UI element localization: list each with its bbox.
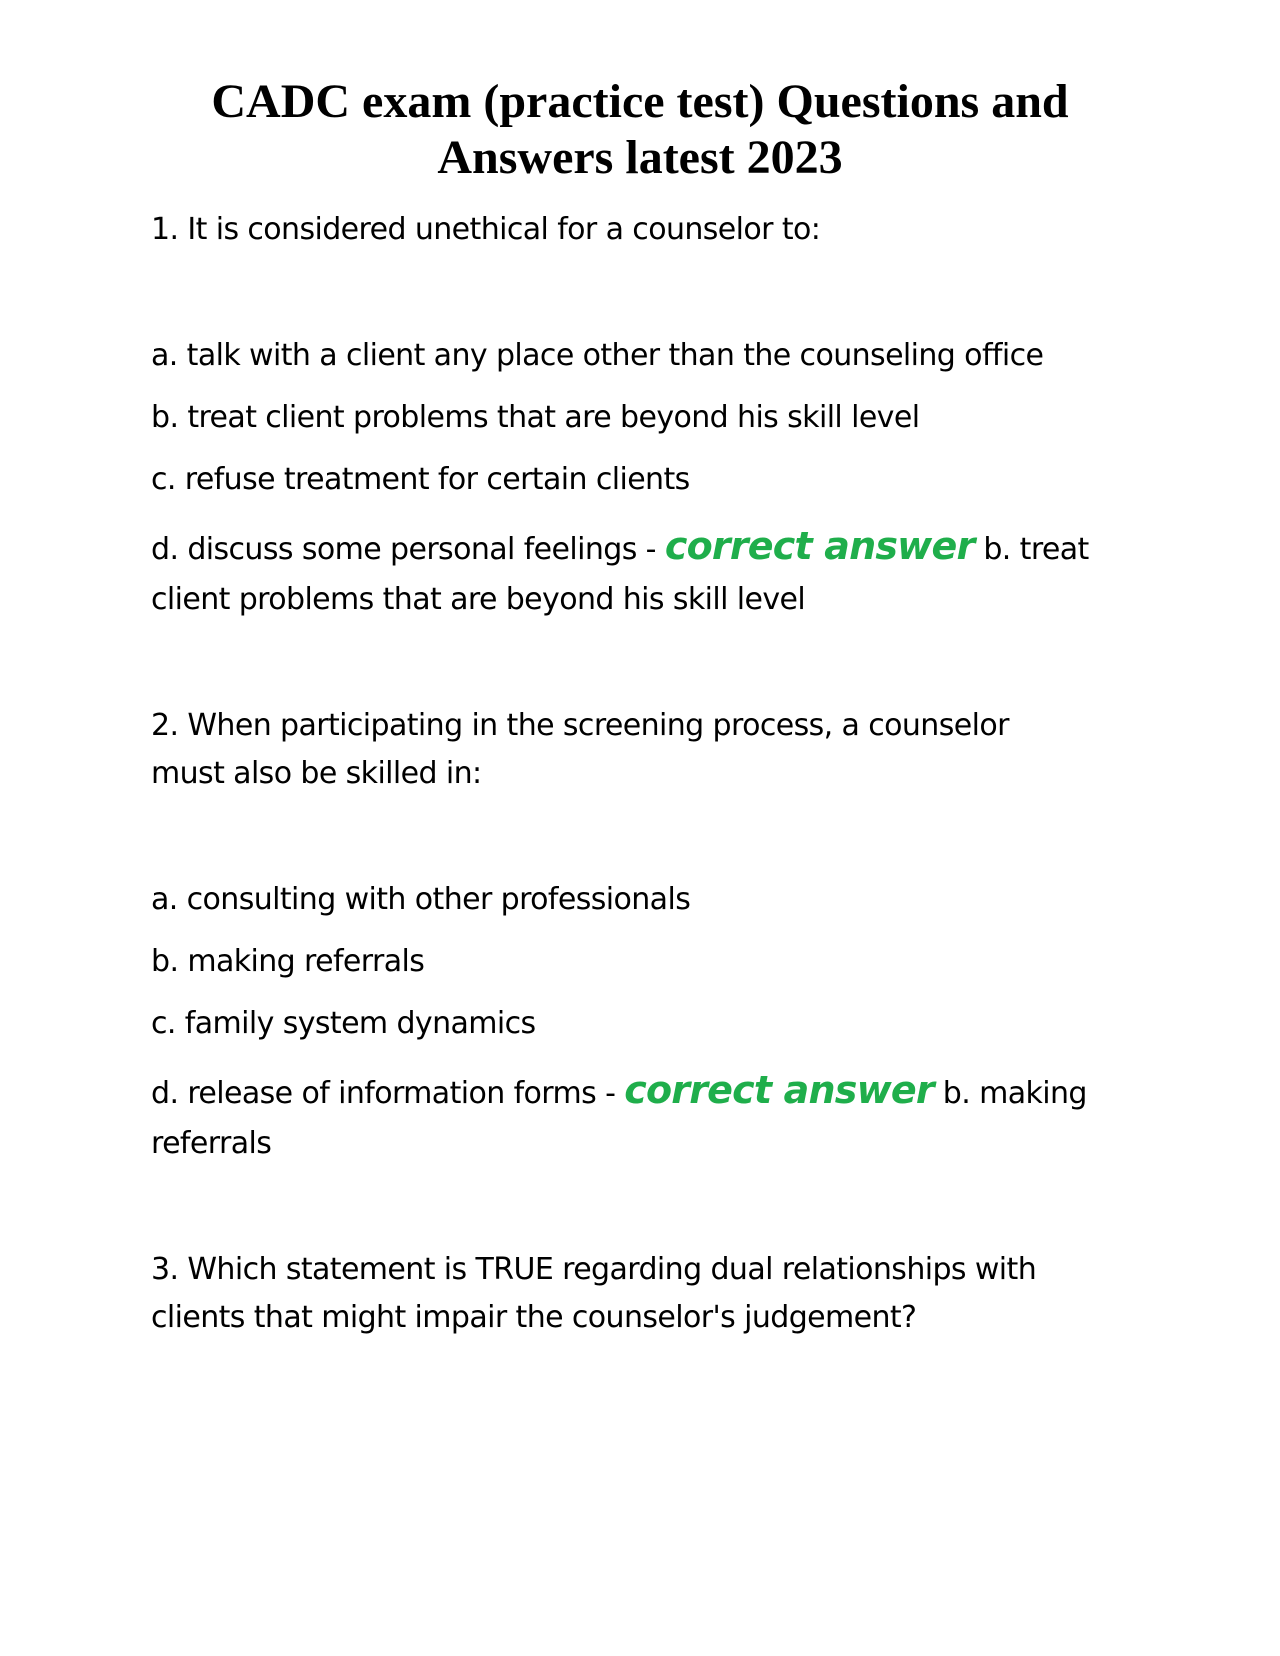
question-2-stem-line-1: 2. When participating in the screening process, a counselor — [151, 708, 1009, 743]
title-line-1: CADC exam (practice test) Questions and — [211, 75, 1069, 128]
question-1-option-c: c. refuse treatment for certain clients — [151, 462, 690, 497]
question-1-option-d — [151, 520, 1111, 576]
question-2-stem-line-2: must also be skilled in: — [151, 756, 482, 791]
question-2-option-b: b. making referrals — [151, 944, 425, 979]
question-1-answer-text: b. treat — [974, 532, 1089, 567]
question-1-option-a: a. talk with a client any place other than the counseling office — [151, 338, 1044, 373]
question-2-option-c: c. family system dynamics — [151, 1006, 536, 1041]
question-2-option-d-text: d. release of information forms - — [151, 1076, 625, 1111]
title-line-2: Answers latest 2023 — [437, 131, 843, 184]
question-2-correct-answer-label: correct answer — [624, 1068, 934, 1112]
question-3-stem-line-1: 3. Which statement is TRUE regarding dual relationships with — [151, 1252, 1037, 1287]
question-1-correct-answer-label: correct answer — [664, 524, 975, 568]
question-2-option-d — [151, 1064, 1111, 1120]
question-3-stem-line-2: clients that might impair the counselor's judgement? — [151, 1300, 917, 1335]
question-1-answer-continuation: client problems that are beyond his skill level — [151, 582, 806, 617]
document-title — [150, 74, 1130, 186]
question-2-answer-text: b. making — [933, 1076, 1087, 1111]
question-1-option-b: b. treat client problems that are beyond his skill level — [151, 400, 920, 435]
question-1-option-d-text: d. discuss some personal feelings - — [151, 532, 665, 567]
question-2-answer-continuation: referrals — [151, 1126, 272, 1161]
question-1-stem: 1. It is considered unethical for a counselor to: — [151, 212, 821, 247]
question-2-option-a: a. consulting with other professionals — [151, 882, 691, 917]
